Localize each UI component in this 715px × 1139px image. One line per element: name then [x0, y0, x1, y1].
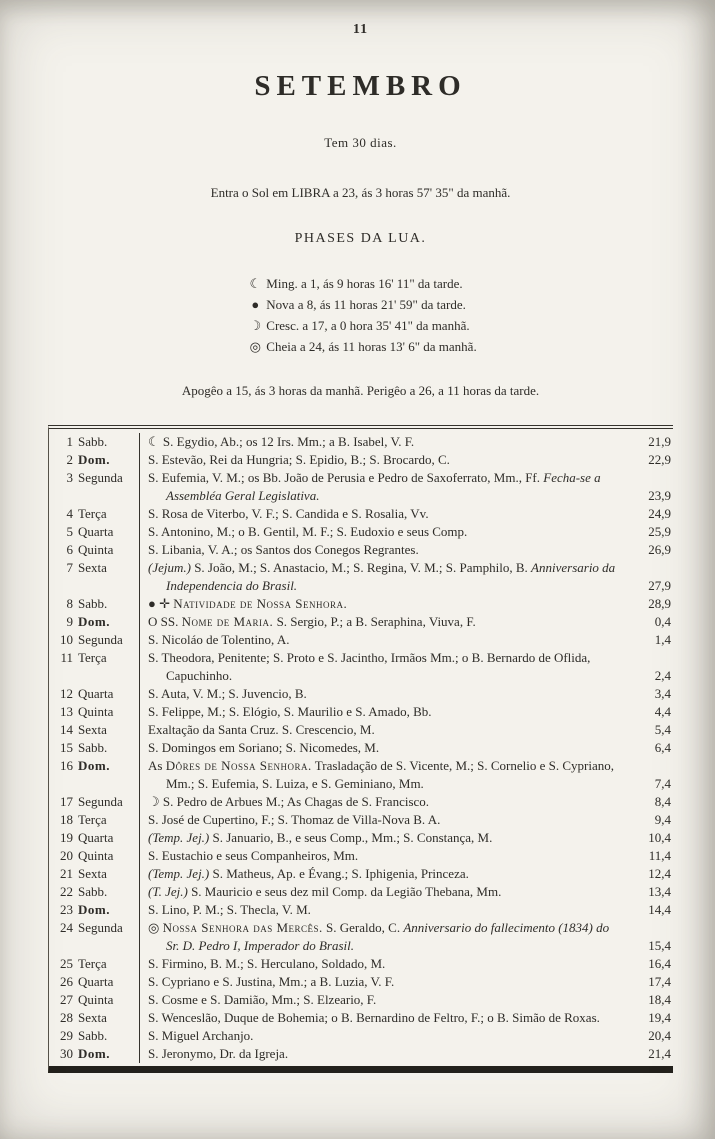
calendar-table [48, 425, 673, 1073]
day-column [49, 865, 140, 883]
weekday-label: Quarta [78, 686, 114, 701]
entry-text [140, 811, 631, 829]
entry-value: 20,4 [648, 1028, 671, 1043]
day-column [49, 991, 140, 1009]
calendar-row [49, 811, 673, 829]
entry-segment: S. Firmino, B. M.; S. Herculano, Soldado, M. [148, 956, 386, 971]
calendar-row [49, 523, 673, 541]
entry-segment: S. João, M.; S. Anastacio, M.; S. Regina, V. M.; S. Pamphilo, B. [194, 560, 532, 575]
entry-text [140, 991, 631, 1009]
entry-text [140, 793, 631, 811]
day-column [49, 811, 140, 829]
entry-value: 21,4 [648, 1046, 671, 1061]
entry-value: 6,4 [654, 740, 671, 755]
entry-segment: S. Eustachio e seus Companheiros, Mm. [148, 848, 359, 863]
day-number: 12 [60, 686, 73, 701]
day-number: 15 [60, 740, 73, 755]
entry-segment: Anniversario da Independencia do Brasil. [166, 560, 616, 593]
entry-value: 28,9 [648, 596, 671, 611]
entry-segment: (Temp. Jej.) [148, 830, 213, 845]
entry-segment: Natividade de Nossa Senhora. [173, 596, 348, 611]
calendar-row [49, 433, 673, 451]
weekday-label: Sexta [78, 1010, 107, 1025]
entry-text [140, 919, 631, 955]
day-column [49, 703, 140, 721]
month-days-subtitle: Tem 30 dias. [324, 135, 397, 150]
day-column [49, 559, 140, 595]
calendar-row [49, 721, 673, 739]
entry-segment: S. Jeronymo, Dr. da Igreja. [148, 1046, 289, 1061]
weekday-label: Sexta [78, 866, 107, 881]
day-number: 6 [66, 542, 73, 557]
weekday-label: Quarta [78, 974, 114, 989]
apogee-perigee-line: Apogêo a 15, ás 3 horas da manhã. Perigêo a 26, a 11 horas da tarde. [181, 383, 540, 398]
entry-segment: S. Felippe, M.; S. Elógio, S. Maurilio e S. Amado, Bb. [148, 704, 432, 719]
day-number: 13 [60, 704, 73, 719]
entry-value: 18,4 [648, 992, 671, 1007]
entry-segment: Dôres de Nossa Senhora. [165, 758, 312, 773]
entry-text [140, 847, 631, 865]
moon-phase-item [244, 294, 476, 315]
calendar-row [49, 793, 673, 811]
day-column [49, 919, 140, 955]
weekday-label: Quinta [78, 704, 114, 719]
entry-segment: (Jejum.) [148, 560, 195, 575]
day-number: 17 [60, 794, 73, 809]
day-column [49, 685, 140, 703]
day-number: 14 [60, 722, 73, 737]
entry-value: 26,9 [648, 542, 671, 557]
day-number: 7 [66, 560, 73, 575]
moon-phase-text: Cheia a 24, ás 11 horas 13' 6" da manhã. [266, 339, 477, 354]
calendar-row [49, 451, 673, 469]
entry-text [140, 541, 631, 559]
calendar-row [49, 595, 673, 613]
calendar-row [49, 541, 673, 559]
day-number: 20 [60, 848, 73, 863]
weekday-label: Dom. [78, 902, 110, 917]
day-number: 16 [60, 758, 73, 773]
entry-text [140, 685, 631, 703]
entry-value: 4,4 [654, 704, 671, 719]
entry-text [140, 613, 631, 631]
day-column [49, 1045, 140, 1063]
entry-value: 3,4 [654, 686, 671, 701]
entry-segment: Fecha-se a Assembléa Geral Legislativa. [166, 470, 601, 503]
calendar-row [49, 703, 673, 721]
entry-segment: S. Matheus, Ap. e Évang.; S. Iphigenia, Princeza. [212, 866, 469, 881]
weekday-label: Segunda [78, 920, 123, 935]
calendar-row [49, 631, 673, 649]
day-number: 2 [66, 452, 73, 467]
day-column [49, 649, 140, 685]
day-number: 23 [60, 902, 73, 917]
day-column [49, 955, 140, 973]
day-number: 29 [60, 1028, 73, 1043]
moon-phase-text: Ming. a 1, ás 9 horas 16' 11" da tarde. [266, 276, 463, 291]
weekday-label: Dom. [78, 452, 110, 467]
day-column [49, 595, 140, 613]
calendar-row [49, 613, 673, 631]
entry-text [140, 1045, 631, 1063]
entry-value: 19,4 [648, 1010, 671, 1025]
entry-text [140, 433, 631, 451]
entry-segment: S. Estevão, Rei da Hungria; S. Epidio, B.; S. Brocardo, C. [148, 452, 450, 467]
day-number: 4 [66, 506, 73, 521]
entry-text [140, 451, 631, 469]
day-column [49, 721, 140, 739]
entry-segment: (Temp. Jej.) [148, 866, 213, 881]
entry-segment: S. Januario, B., e seus Comp., Mm.; S. Constança, M. [212, 830, 493, 845]
day-column [49, 523, 140, 541]
day-column [49, 631, 140, 649]
calendar-row [49, 829, 673, 847]
entry-segment: S. Rosa de Viterbo, V. F.; S. Candida e S. Rosalia, Vv. [148, 506, 429, 521]
entry-segment: S. Cosme e S. Damião, Mm.; S. Elzeario, F. [148, 992, 377, 1007]
calendar-row [49, 739, 673, 757]
calendar-row [49, 649, 673, 685]
entry-segment: ☾ [148, 434, 163, 449]
weekday-label: Sexta [78, 560, 107, 575]
calendar-row [49, 469, 673, 505]
weekday-label: Terça [78, 812, 107, 827]
day-number: 24 [60, 920, 73, 935]
entry-segment: Nossa Senhora das Mercês. [162, 920, 323, 935]
entry-segment: Anniversario do fallecimento (1834) do Sr. D. Pedro I, Imperador do Brasil. [166, 920, 610, 953]
entry-value: 15,4 [648, 938, 671, 953]
day-column [49, 433, 140, 451]
day-column [49, 973, 140, 991]
entry-segment: S. Lino, P. M.; S. Thecla, V. M. [148, 902, 311, 917]
entry-text [140, 1009, 631, 1027]
full-moon-icon: ◎ [249, 339, 261, 354]
day-number: 22 [60, 884, 73, 899]
new-moon-icon: ● [251, 297, 260, 312]
moon-phases-title: PHASES DA LUA. [294, 231, 427, 246]
calendar-row [49, 919, 673, 955]
weekday-label: Terça [78, 956, 107, 971]
entry-segment: S. Pedro de Arbues M.; As Chagas de S. Francisco. [162, 794, 430, 809]
day-number: 1 [66, 434, 73, 449]
day-column [49, 883, 140, 901]
calendar-row [49, 1027, 673, 1045]
day-column [49, 793, 140, 811]
moon-phases-list [244, 273, 476, 357]
entry-value: 1,4 [654, 632, 671, 647]
entry-value: 23,9 [648, 488, 671, 503]
entry-value: 25,9 [648, 524, 671, 539]
entry-segment: S. José de Cupertino, F.; S. Thomaz de Villa-Nova B. A. [148, 812, 441, 827]
moon-phase-item [244, 315, 476, 336]
entry-value: 22,9 [648, 452, 671, 467]
entry-value: 0,4 [654, 614, 671, 629]
day-number: 11 [60, 650, 73, 665]
entry-value: 27,9 [648, 578, 671, 593]
entry-value: 13,4 [648, 884, 671, 899]
entry-text [140, 973, 631, 991]
weekday-label: Dom. [78, 614, 110, 629]
month-title: SETEMBRO [254, 70, 467, 102]
waxing-moon-icon: ☽ [249, 318, 262, 333]
sun-entry-line: Entra o Sol em LIBRA a 23, ás 3 horas 57' 35" da manhã. [210, 185, 511, 200]
day-number: 9 [66, 614, 73, 629]
entry-segment: ◎ [148, 920, 163, 935]
calendar-row [49, 505, 673, 523]
day-number: 5 [66, 524, 73, 539]
day-column [49, 541, 140, 559]
entry-value: 5,4 [654, 722, 671, 737]
calendar-row [49, 559, 673, 595]
weekday-label: Dom. [78, 1046, 110, 1061]
day-number: 18 [60, 812, 73, 827]
weekday-label: Quinta [78, 542, 114, 557]
weekday-label: Dom. [78, 758, 110, 773]
entry-segment: Trasladação de S. Vicente, M.; S. Cornelio e S. Cypriano, Mm.; S. Eufemia, S. Luiza, e S. Geminiano, Mm. [166, 758, 615, 791]
calendar-row [49, 991, 673, 1009]
moon-phase-text: Nova a 8, ás 11 horas 21' 59" da tarde. [266, 297, 466, 312]
day-column [49, 505, 140, 523]
entry-segment: S. Auta, V. M.; S. Juvencio, B. [148, 686, 307, 701]
weekday-label: Terça [78, 650, 107, 665]
entry-text [140, 703, 631, 721]
day-column [49, 1027, 140, 1045]
entry-segment: As [148, 758, 166, 773]
waning-moon-icon: ☾ [249, 276, 262, 291]
day-number: 25 [60, 956, 73, 971]
entry-segment: (T. Jej.) [148, 884, 192, 899]
moon-phase-item [244, 336, 476, 357]
weekday-label: Sabb. [78, 1028, 108, 1043]
entry-segment: S. Nicoláo de Tolentino, A. [148, 632, 290, 647]
entry-text [140, 505, 631, 523]
entry-text [140, 559, 631, 595]
weekday-label: Quarta [78, 524, 114, 539]
calendar-row [49, 847, 673, 865]
entry-text [140, 829, 631, 847]
entry-text [140, 865, 631, 883]
entry-segment: S. Sergio, P.; a B. Seraphina, Viuva, F. [273, 614, 476, 629]
page-number: 11 [352, 22, 369, 37]
calendar-row [49, 685, 673, 703]
day-number: 3 [66, 470, 73, 485]
day-column [49, 757, 140, 793]
moon-phase-text: Cresc. a 17, a 0 hora 35' 41" da manhã. [266, 318, 470, 333]
entry-text [140, 883, 631, 901]
day-number: 21 [60, 866, 73, 881]
calendar-row [49, 1009, 673, 1027]
entry-segment: S. Mauricio e seus dez mil Comp. da Legião Thebana, Mm. [191, 884, 502, 899]
entry-text [140, 523, 631, 541]
entry-segment: Nome de Maria. [181, 614, 274, 629]
entry-segment: S. Cypriano e S. Justina, Mm.; a B. Luzia, V. F. [148, 974, 395, 989]
entry-text [140, 631, 631, 649]
entry-value: 24,9 [648, 506, 671, 521]
day-number: 10 [60, 632, 73, 647]
entry-segment: O SS. [148, 614, 182, 629]
day-number: 30 [60, 1046, 73, 1061]
calendar-row [49, 757, 673, 793]
entry-text [140, 757, 631, 793]
entry-segment: S. Egydio, Ab.; os 12 Irs. Mm.; a B. Isabel, V. F. [162, 434, 415, 449]
entry-text [140, 955, 631, 973]
day-number: 19 [60, 830, 73, 845]
day-number: 28 [60, 1010, 73, 1025]
day-column [49, 613, 140, 631]
weekday-label: Quarta [78, 830, 114, 845]
entry-segment: S. Geraldo, C. [322, 920, 404, 935]
weekday-label: Sabb. [78, 884, 108, 899]
day-number: 27 [60, 992, 73, 1007]
calendar-row [49, 973, 673, 991]
entry-text [140, 901, 631, 919]
entry-value: 8,4 [654, 794, 671, 809]
day-number: 8 [66, 596, 73, 611]
weekday-label: Sabb. [78, 740, 108, 755]
entry-value: 14,4 [648, 902, 671, 917]
weekday-label: Terça [78, 506, 107, 521]
day-column [49, 901, 140, 919]
calendar-row [49, 883, 673, 901]
entry-value: 21,9 [648, 434, 671, 449]
entry-segment: ● ✛ [148, 596, 174, 611]
weekday-label: Sabb. [78, 434, 108, 449]
day-column [49, 739, 140, 757]
day-number: 26 [60, 974, 73, 989]
calendar-row [49, 901, 673, 919]
entry-text [140, 739, 631, 757]
calendar-body [49, 433, 673, 1063]
weekday-label: Quinta [78, 848, 114, 863]
entry-value: 16,4 [648, 956, 671, 971]
entry-value: 10,4 [648, 830, 671, 845]
day-column [49, 829, 140, 847]
weekday-label: Segunda [78, 794, 123, 809]
entry-segment: S. Miguel Archanjo. [148, 1028, 254, 1043]
entry-segment: S. Theodora, Penitente; S. Proto e S. Jacintho, Irmãos Mm.; o B. Bernardo de Oflida, Capuchinho. [148, 650, 591, 683]
day-column [49, 451, 140, 469]
entry-value: 2,4 [654, 668, 671, 683]
entry-text [140, 469, 631, 505]
weekday-label: Sexta [78, 722, 107, 737]
entry-text [140, 595, 631, 613]
entry-segment: S. Wenceslão, Duque de Bohemia; o B. Bernardino de Feltro, F.; o B. Simão de Roxas. [148, 1010, 600, 1025]
calendar-row [49, 865, 673, 883]
entry-value: 11,4 [648, 848, 671, 863]
entry-value: 9,4 [654, 812, 671, 827]
entry-value: 7,4 [654, 776, 671, 791]
entry-segment: ☽ [148, 794, 163, 809]
entry-segment: S. Libania, V. A.; os Santos dos Conegos Regrantes. [148, 542, 419, 557]
entry-value: 12,4 [648, 866, 671, 881]
calendar-row [49, 1045, 673, 1063]
entry-segment: S. Antonino, M.; o B. Gentil, M. F.; S. Eudoxio e seus Comp. [148, 524, 468, 539]
entry-text [140, 721, 631, 739]
day-column [49, 469, 140, 505]
weekday-label: Segunda [78, 470, 123, 485]
weekday-label: Segunda [78, 632, 123, 647]
calendar-row [49, 955, 673, 973]
entry-segment: S. Eufemia, V. M.; os Bb. João de Perusia e Pedro de Saxoferrato, Mm., Ff. [148, 470, 544, 485]
entry-segment: S. Domingos em Soriano; S. Nicomedes, M. [148, 740, 380, 755]
day-column [49, 847, 140, 865]
entry-text [140, 649, 631, 685]
day-column [49, 1009, 140, 1027]
weekday-label: Quinta [78, 992, 114, 1007]
entry-value: 17,4 [648, 974, 671, 989]
entry-text [140, 1027, 631, 1045]
weekday-label: Sabb. [78, 596, 108, 611]
moon-phase-item [244, 273, 476, 294]
entry-segment: Exaltação da Santa Cruz. S. Crescencio, M. [148, 722, 375, 737]
